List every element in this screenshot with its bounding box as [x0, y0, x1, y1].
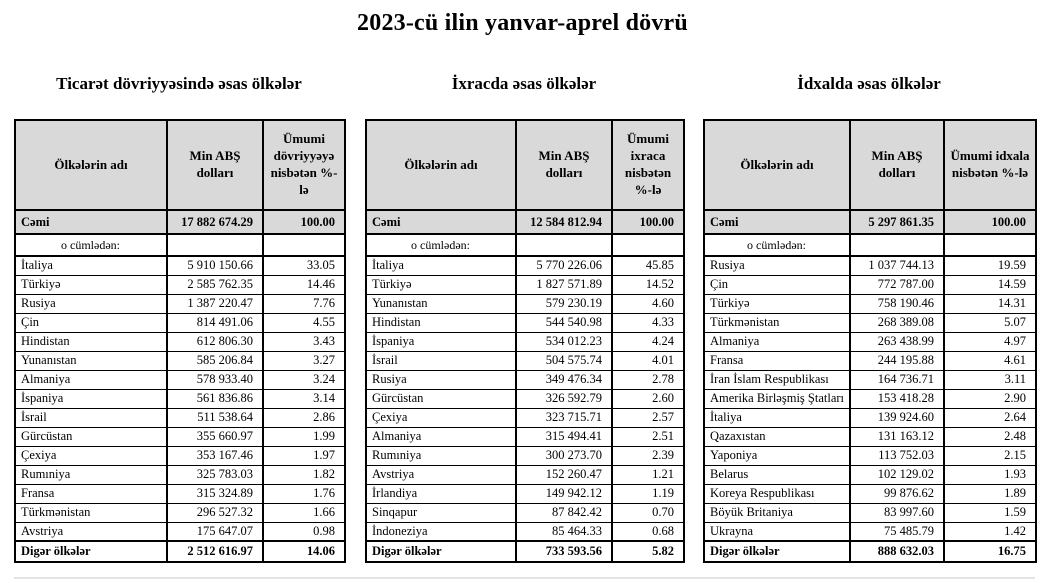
value-cell: 300 273.70	[516, 446, 612, 465]
table-row	[366, 351, 684, 370]
country-cell: Sinqapur	[366, 503, 516, 522]
percent-cell: 4.33	[612, 313, 684, 332]
table-row	[366, 484, 684, 503]
table-row	[704, 275, 1036, 294]
table-row	[704, 351, 1036, 370]
col-header-country: Ölkələrin adı	[704, 120, 850, 210]
table-row	[366, 522, 684, 541]
empty-cell	[850, 234, 944, 256]
country-cell: Almaniya	[366, 427, 516, 446]
percent-cell: 0.70	[612, 503, 684, 522]
value-cell: 814 491.06	[167, 313, 263, 332]
total-row	[704, 210, 1036, 234]
country-cell: İtaliya	[704, 408, 850, 427]
value-cell: 315 324.89	[167, 484, 263, 503]
import-table-section	[703, 72, 1035, 563]
value-cell: 131 163.12	[850, 427, 944, 446]
value-cell: 244 195.88	[850, 351, 944, 370]
table-row	[15, 332, 345, 351]
col-header-country: Ölkələrin adı	[366, 120, 516, 210]
import-table	[703, 119, 1037, 563]
percent-cell: 1.66	[263, 503, 345, 522]
country-cell: Böyük Britaniya	[704, 503, 850, 522]
total-label: Cəmi	[15, 210, 167, 234]
value-cell: 349 476.34	[516, 370, 612, 389]
value-cell: 579 230.19	[516, 294, 612, 313]
percent-cell: 1.99	[263, 427, 345, 446]
footer-label: Digər ölkələr	[704, 541, 850, 562]
country-cell: Rusiya	[704, 256, 850, 275]
subheader-row	[366, 234, 684, 256]
country-cell: Gürcüstan	[366, 389, 516, 408]
footer-value: 888 632.03	[850, 541, 944, 562]
subheader-label: o cümlədən:	[15, 234, 167, 256]
col-header-percent: Ümumi dövriyyəyə nisbətən %-lə	[263, 120, 345, 210]
value-cell: 504 575.74	[516, 351, 612, 370]
percent-cell: 1.19	[612, 484, 684, 503]
country-cell: Çexiya	[15, 446, 167, 465]
table-row	[15, 427, 345, 446]
percent-cell: 2.48	[944, 427, 1036, 446]
country-cell: İtaliya	[366, 256, 516, 275]
percent-cell: 3.11	[944, 370, 1036, 389]
value-cell: 1 387 220.47	[167, 294, 263, 313]
percent-cell: 2.78	[612, 370, 684, 389]
table-row	[366, 370, 684, 389]
percent-cell: 3.43	[263, 332, 345, 351]
country-cell: İsrail	[15, 408, 167, 427]
percent-cell: 0.68	[612, 522, 684, 541]
country-cell: Hindistan	[366, 313, 516, 332]
country-cell: Belarus	[704, 465, 850, 484]
country-cell: Almaniya	[704, 332, 850, 351]
country-cell: Koreya Respublikası	[704, 484, 850, 503]
total-row	[366, 210, 684, 234]
percent-cell: 4.60	[612, 294, 684, 313]
table-row	[15, 484, 345, 503]
value-cell: 113 752.03	[850, 446, 944, 465]
footer-percent: 5.82	[612, 541, 684, 562]
table-row	[15, 522, 345, 541]
table-row	[366, 446, 684, 465]
country-cell: Fransa	[15, 484, 167, 503]
percent-cell: 4.01	[612, 351, 684, 370]
country-cell: İtaliya	[15, 256, 167, 275]
table-row	[704, 427, 1036, 446]
country-cell: Çin	[15, 313, 167, 332]
footer-percent: 14.06	[263, 541, 345, 562]
export-table	[365, 119, 685, 563]
country-cell: İsrail	[366, 351, 516, 370]
percent-cell: 1.89	[944, 484, 1036, 503]
table-row	[15, 389, 345, 408]
table-row	[366, 427, 684, 446]
country-cell: Rusiya	[366, 370, 516, 389]
other-countries-row	[366, 541, 684, 562]
table-row	[704, 294, 1036, 313]
percent-cell: 14.52	[612, 275, 684, 294]
value-cell: 175 647.07	[167, 522, 263, 541]
table-row	[366, 408, 684, 427]
table-body	[366, 256, 684, 541]
total-row	[15, 210, 345, 234]
header-row	[15, 120, 345, 210]
table-row	[704, 332, 1036, 351]
other-countries-row	[704, 541, 1036, 562]
value-cell: 5 770 226.06	[516, 256, 612, 275]
col-header-percent: Ümumi ixraca nisbətən %-lə	[612, 120, 684, 210]
empty-cell	[263, 234, 345, 256]
value-cell: 355 660.97	[167, 427, 263, 446]
table-row	[366, 256, 684, 275]
percent-cell: 14.46	[263, 275, 345, 294]
table-row	[366, 332, 684, 351]
table-row	[15, 503, 345, 522]
total-value: 17 882 674.29	[167, 210, 263, 234]
header-row	[366, 120, 684, 210]
export-table-section	[365, 72, 683, 563]
country-cell: Türkiyə	[366, 275, 516, 294]
value-cell: 315 494.41	[516, 427, 612, 446]
table-row	[366, 503, 684, 522]
empty-cell	[516, 234, 612, 256]
value-cell: 758 190.46	[850, 294, 944, 313]
value-cell: 323 715.71	[516, 408, 612, 427]
country-cell: Türkiyə	[704, 294, 850, 313]
percent-cell: 3.27	[263, 351, 345, 370]
table-row	[366, 389, 684, 408]
empty-cell	[167, 234, 263, 256]
col-header-value: Min ABŞ dolları	[516, 120, 612, 210]
country-cell: Almaniya	[15, 370, 167, 389]
country-cell: Türkiyə	[15, 275, 167, 294]
table-row	[15, 370, 345, 389]
country-cell: Türkmənistan	[704, 313, 850, 332]
percent-cell: 5.07	[944, 313, 1036, 332]
table-row	[15, 256, 345, 275]
table-row	[15, 351, 345, 370]
value-cell: 534 012.23	[516, 332, 612, 351]
value-cell: 152 260.47	[516, 465, 612, 484]
table-row	[704, 370, 1036, 389]
table-row	[366, 294, 684, 313]
value-cell: 578 933.40	[167, 370, 263, 389]
table-row	[15, 465, 345, 484]
table-row	[704, 446, 1036, 465]
country-cell: Qazaxıstan	[704, 427, 850, 446]
table-row	[15, 313, 345, 332]
total-percent: 100.00	[944, 210, 1036, 234]
percent-cell: 4.24	[612, 332, 684, 351]
value-cell: 511 538.64	[167, 408, 263, 427]
subheader-label: o cümlədən:	[366, 234, 516, 256]
value-cell: 99 876.62	[850, 484, 944, 503]
percent-cell: 1.76	[263, 484, 345, 503]
percent-cell: 1.59	[944, 503, 1036, 522]
percent-cell: 33.05	[263, 256, 345, 275]
table-row	[15, 275, 345, 294]
value-cell: 75 485.79	[850, 522, 944, 541]
percent-cell: 7.76	[263, 294, 345, 313]
country-cell: Çin	[704, 275, 850, 294]
header-row	[704, 120, 1036, 210]
country-cell: Rumıniya	[15, 465, 167, 484]
table-heading: İdxalda əsas ölkələr	[797, 74, 941, 93]
value-cell: 139 924.60	[850, 408, 944, 427]
subheader-label: o cümlədən:	[704, 234, 850, 256]
country-cell: İspaniya	[366, 332, 516, 351]
total-value: 12 584 812.94	[516, 210, 612, 234]
table-heading: Ticarət dövriyyəsində əsas ölkələr	[56, 74, 302, 93]
table-body	[15, 256, 345, 541]
percent-cell: 14.31	[944, 294, 1036, 313]
table-row	[704, 465, 1036, 484]
percent-cell: 1.93	[944, 465, 1036, 484]
value-cell: 353 167.46	[167, 446, 263, 465]
value-cell: 164 736.71	[850, 370, 944, 389]
country-cell: Türkmənistan	[15, 503, 167, 522]
value-cell: 772 787.00	[850, 275, 944, 294]
country-cell: Yaponiya	[704, 446, 850, 465]
value-cell: 326 592.79	[516, 389, 612, 408]
subheader-row	[15, 234, 345, 256]
table-row	[15, 446, 345, 465]
percent-cell: 2.86	[263, 408, 345, 427]
subheader-row	[704, 234, 1036, 256]
value-cell: 325 783.03	[167, 465, 263, 484]
table-row	[704, 484, 1036, 503]
country-cell: Gürcüstan	[15, 427, 167, 446]
page-edge-artifact	[14, 577, 1035, 579]
country-cell: İndoneziya	[366, 522, 516, 541]
value-cell: 5 910 150.66	[167, 256, 263, 275]
table-body	[704, 256, 1036, 541]
percent-cell: 2.90	[944, 389, 1036, 408]
country-cell: Ukrayna	[704, 522, 850, 541]
empty-cell	[944, 234, 1036, 256]
country-cell: Rusiya	[15, 294, 167, 313]
percent-cell: 1.21	[612, 465, 684, 484]
total-label: Cəmi	[366, 210, 516, 234]
table-row	[15, 294, 345, 313]
value-cell: 83 997.60	[850, 503, 944, 522]
table-row	[704, 522, 1036, 541]
percent-cell: 0.98	[263, 522, 345, 541]
value-cell: 612 806.30	[167, 332, 263, 351]
country-cell: Amerika Birləşmiş Ştatları	[704, 389, 850, 408]
value-cell: 268 389.08	[850, 313, 944, 332]
turnover-table	[14, 119, 346, 563]
turnover-table-section	[14, 72, 344, 563]
col-header-value: Min ABŞ dolları	[167, 120, 263, 210]
percent-cell: 1.82	[263, 465, 345, 484]
col-header-percent: Ümumi idxala nisbətən %-lə	[944, 120, 1036, 210]
value-cell: 561 836.86	[167, 389, 263, 408]
table-row	[704, 408, 1036, 427]
percent-cell: 45.85	[612, 256, 684, 275]
country-cell: Avstriya	[366, 465, 516, 484]
percent-cell: 2.64	[944, 408, 1036, 427]
percent-cell: 4.55	[263, 313, 345, 332]
country-cell: Yunanıstan	[15, 351, 167, 370]
percent-cell: 3.24	[263, 370, 345, 389]
page-title: 2023-cü ilin yanvar-aprel dövrü	[357, 10, 688, 36]
footer-percent: 16.75	[944, 541, 1036, 562]
table-row	[704, 313, 1036, 332]
footer-value: 733 593.56	[516, 541, 612, 562]
country-cell: İspaniya	[15, 389, 167, 408]
table-row	[366, 465, 684, 484]
value-cell: 263 438.99	[850, 332, 944, 351]
total-label: Cəmi	[704, 210, 850, 234]
percent-cell: 2.57	[612, 408, 684, 427]
value-cell: 585 206.84	[167, 351, 263, 370]
country-cell: Hindistan	[15, 332, 167, 351]
country-cell: Çexiya	[366, 408, 516, 427]
value-cell: 296 527.32	[167, 503, 263, 522]
country-cell: İrlandiya	[366, 484, 516, 503]
col-header-value: Min ABŞ dolları	[850, 120, 944, 210]
percent-cell: 1.42	[944, 522, 1036, 541]
table-heading: İxracda əsas ölkələr	[451, 74, 597, 93]
footer-value: 2 512 616.97	[167, 541, 263, 562]
country-cell: Avstriya	[15, 522, 167, 541]
value-cell: 1 037 744.13	[850, 256, 944, 275]
country-cell: Rumıniya	[366, 446, 516, 465]
table-row	[704, 503, 1036, 522]
percent-cell: 4.61	[944, 351, 1036, 370]
value-cell: 1 827 571.89	[516, 275, 612, 294]
table-row	[704, 389, 1036, 408]
footer-label: Digər ölkələr	[366, 541, 516, 562]
value-cell: 2 585 762.35	[167, 275, 263, 294]
total-percent: 100.00	[263, 210, 345, 234]
percent-cell: 2.60	[612, 389, 684, 408]
table-row	[704, 256, 1036, 275]
value-cell: 544 540.98	[516, 313, 612, 332]
value-cell: 87 842.42	[516, 503, 612, 522]
percent-cell: 19.59	[944, 256, 1036, 275]
empty-cell	[612, 234, 684, 256]
total-percent: 100.00	[612, 210, 684, 234]
percent-cell: 14.59	[944, 275, 1036, 294]
total-value: 5 297 861.35	[850, 210, 944, 234]
percent-cell: 2.15	[944, 446, 1036, 465]
country-cell: İran İslam Respublikası	[704, 370, 850, 389]
country-cell: Yunanıstan	[366, 294, 516, 313]
table-row	[366, 275, 684, 294]
value-cell: 149 942.12	[516, 484, 612, 503]
table-row	[366, 313, 684, 332]
percent-cell: 4.97	[944, 332, 1036, 351]
country-cell: Fransa	[704, 351, 850, 370]
table-row	[15, 408, 345, 427]
other-countries-row	[15, 541, 345, 562]
footer-label: Digər ölkələr	[15, 541, 167, 562]
value-cell: 153 418.28	[850, 389, 944, 408]
percent-cell: 1.97	[263, 446, 345, 465]
percent-cell: 2.51	[612, 427, 684, 446]
percent-cell: 3.14	[263, 389, 345, 408]
col-header-country: Ölkələrin adı	[15, 120, 167, 210]
value-cell: 85 464.33	[516, 522, 612, 541]
value-cell: 102 129.02	[850, 465, 944, 484]
percent-cell: 2.39	[612, 446, 684, 465]
